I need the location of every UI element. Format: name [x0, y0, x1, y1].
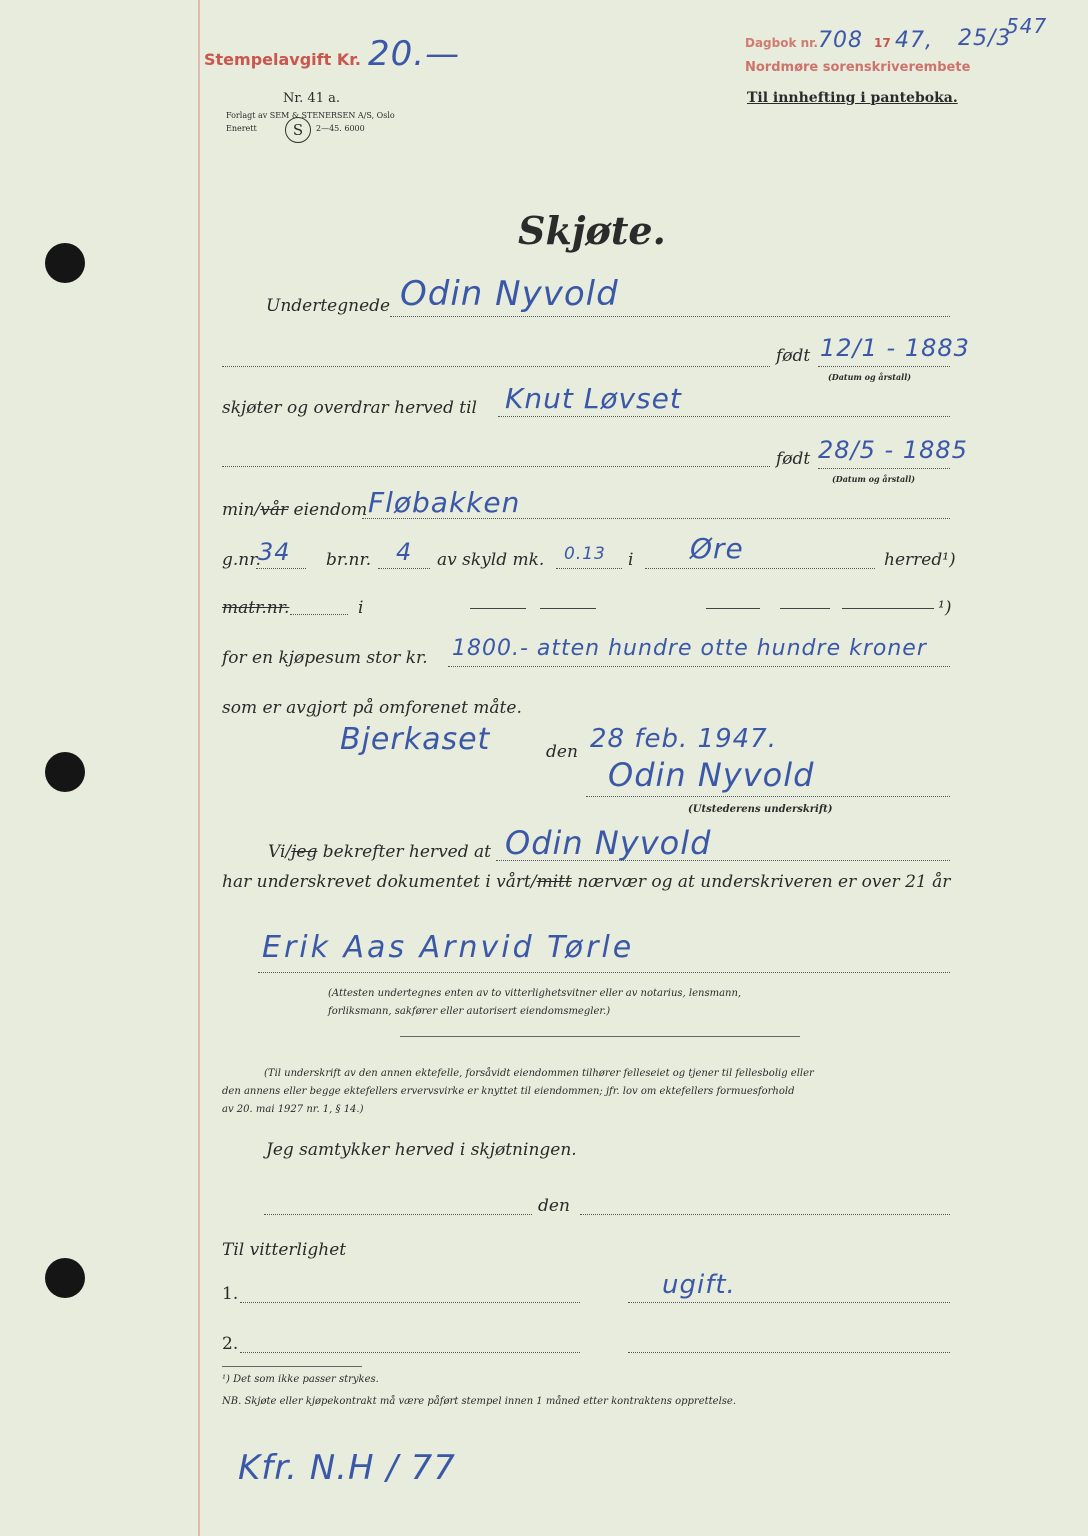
- matrnr-line: [290, 614, 348, 615]
- witness-confirm-label: Vi/jeg bekrefter herved at: [268, 842, 491, 862]
- matr-dash-4: [780, 608, 830, 609]
- publisher-line1: Forlagt av SEM & STENERSEN A/S, Oslo: [226, 111, 395, 120]
- grantee-fodt-label: født: [776, 449, 811, 469]
- section-divider: [400, 1036, 800, 1037]
- skyld-label: av skyld mk.: [437, 550, 545, 570]
- grantor-fodt-label: født: [776, 346, 811, 366]
- grantee-line: [498, 416, 950, 417]
- journal-year-prefix: 17: [874, 36, 891, 50]
- date-value: 28 feb. 1947.: [590, 724, 777, 754]
- bottom-annotation: Kfr. N.H / 77: [238, 1448, 456, 1488]
- consent-text: Jeg samtykker herved i skjøtningen.: [266, 1140, 577, 1160]
- matr-dash-2: [540, 608, 596, 609]
- witness-2-label: 2.: [222, 1334, 239, 1354]
- gnr-value: 34: [258, 538, 291, 566]
- grantee-blank-line: [222, 466, 770, 467]
- price-value: 1800.- atten hundre otte hundre kroner: [452, 636, 927, 661]
- consent-den-label: den: [538, 1196, 570, 1216]
- brnr-label: br.nr.: [326, 550, 372, 570]
- grantor-birth-line: [818, 366, 950, 367]
- journal-prefix: Dagbok nr.: [745, 36, 818, 50]
- spouse-note-2: den annens eller begge ektefellers ervervsvirke er knyttet til eiendommen; jfr. lov om ektefellers formuesforhold: [222, 1086, 795, 1097]
- witness-signature-line: [258, 972, 950, 973]
- issuer-caption: (Utstederens underskrift): [688, 804, 833, 815]
- stamp-fee-value: 20.—: [368, 34, 461, 74]
- grantee-datum-caption: (Datum og årstall): [832, 474, 916, 484]
- matrnr-label: matr.nr.: [222, 598, 290, 618]
- stamp-fee-label: Stempelavgift Kr.: [204, 50, 361, 69]
- undertegnede-label: Undertegnede: [266, 296, 391, 316]
- spouse-note-1: (Til underskrift av den annen ektefelle, forsåvidt eiendommen tilhører felleseiet og tjener til fellesbolig eller: [264, 1068, 814, 1079]
- matr-i-label: i: [358, 598, 364, 618]
- grantor-name: Odin Nyvold: [400, 274, 619, 314]
- grantor-blank-line: [222, 366, 770, 367]
- punch-hole-top: [45, 243, 85, 283]
- herred-value: Øre: [690, 532, 744, 565]
- grantee-birth: 28/5 - 1885: [818, 436, 968, 464]
- journal-number: 708: [818, 28, 863, 53]
- footnote-2: NB. Skjøte eller kjøpekontrakt må være påført stempel innen 1 måned etter kontraktens opprettelse.: [222, 1396, 736, 1407]
- matr-dash-3: [706, 608, 760, 609]
- signer-name: Odin Nyvold: [505, 824, 712, 862]
- property-label: min/vår eiendom: [222, 500, 368, 520]
- matr-dash-1: [470, 608, 526, 609]
- journal-date: 25/3: [958, 26, 1012, 51]
- consent-date-line: [580, 1214, 950, 1215]
- punch-hole-bottom: [45, 1258, 85, 1298]
- vitterlighet-label: Til vitterlighet: [222, 1240, 347, 1260]
- skyld-value: 0.13: [564, 544, 606, 564]
- attest-note-1: (Attesten undertegnes enten av to vitterlighetsvitner eller av notarius, lensmann,: [328, 988, 742, 999]
- footnote-1: ¹) Det som ikke passer strykes.: [222, 1374, 379, 1385]
- skyld-line: [556, 568, 622, 569]
- witness-line2: har underskrevet dokumentet i vårt/mitt nærvær og at underskriveren er over 21 år: [222, 872, 951, 892]
- punch-hole-middle: [45, 752, 85, 792]
- gnr-label: g.nr.: [222, 550, 261, 570]
- margin-line: [198, 0, 200, 1536]
- matr-dash-5: [842, 608, 934, 609]
- journal-year: 47,: [895, 28, 933, 53]
- grantee-name: Knut Løvset: [505, 382, 682, 415]
- witness-2-right-line: [628, 1352, 950, 1353]
- office-stamp: Nordmøre sorenskriverembete: [745, 60, 971, 75]
- witness-1-label: 1.: [222, 1284, 239, 1304]
- price-line: [448, 666, 950, 667]
- gnr-line: [256, 568, 306, 569]
- date-den-label: den: [546, 742, 578, 762]
- property-name: Fløbakken: [368, 486, 521, 519]
- footnote-divider: [222, 1366, 362, 1367]
- brnr-value: 4: [396, 538, 413, 566]
- settled-text: som er avgjort på omforenet måte.: [222, 698, 522, 718]
- publisher-line2: Enerett: [226, 124, 257, 133]
- grantor-datum-caption: (Datum og årstall): [828, 372, 912, 382]
- matr-end: ¹): [938, 598, 952, 618]
- grantee-birth-line: [818, 468, 950, 469]
- ugift-note: ugift.: [662, 1270, 736, 1300]
- witness-1-right-line: [628, 1302, 950, 1303]
- witness-signatures: Erik Aas Arnvid Tørle: [262, 930, 635, 965]
- binding-note: Til innhefting i panteboka.: [747, 90, 958, 106]
- grantor-line: [390, 316, 950, 317]
- herred-i-label: i: [628, 550, 634, 570]
- witness-2-line: [240, 1352, 580, 1353]
- herred-line: [645, 568, 875, 569]
- grantor-birth: 12/1 - 1883: [820, 334, 970, 362]
- issuer-signature-line: [586, 796, 950, 797]
- form-number: Nr. 41 a.: [283, 91, 340, 106]
- witness-1-line: [240, 1302, 580, 1303]
- issuer-signature: Odin Nyvold: [608, 756, 815, 794]
- brnr-line: [378, 568, 430, 569]
- publisher-line3: 2—45. 6000: [316, 124, 365, 133]
- herred-label: herred¹): [884, 550, 956, 570]
- transfer-label: skjøter og overdrar herved til: [222, 398, 477, 418]
- page-number: 547: [1006, 14, 1048, 38]
- price-label: for en kjøpesum stor kr.: [222, 648, 428, 668]
- document-title: Skjøte.: [518, 208, 666, 253]
- consent-place-line: [264, 1214, 532, 1215]
- publisher-logo-icon: S: [285, 117, 311, 143]
- attest-note-2: forliksmann, sakfører eller autorisert eiendomsmegler.): [328, 1006, 611, 1017]
- spouse-note-3: av 20. mai 1927 nr. 1, § 14.): [222, 1104, 364, 1115]
- place: Bjerkaset: [340, 722, 491, 757]
